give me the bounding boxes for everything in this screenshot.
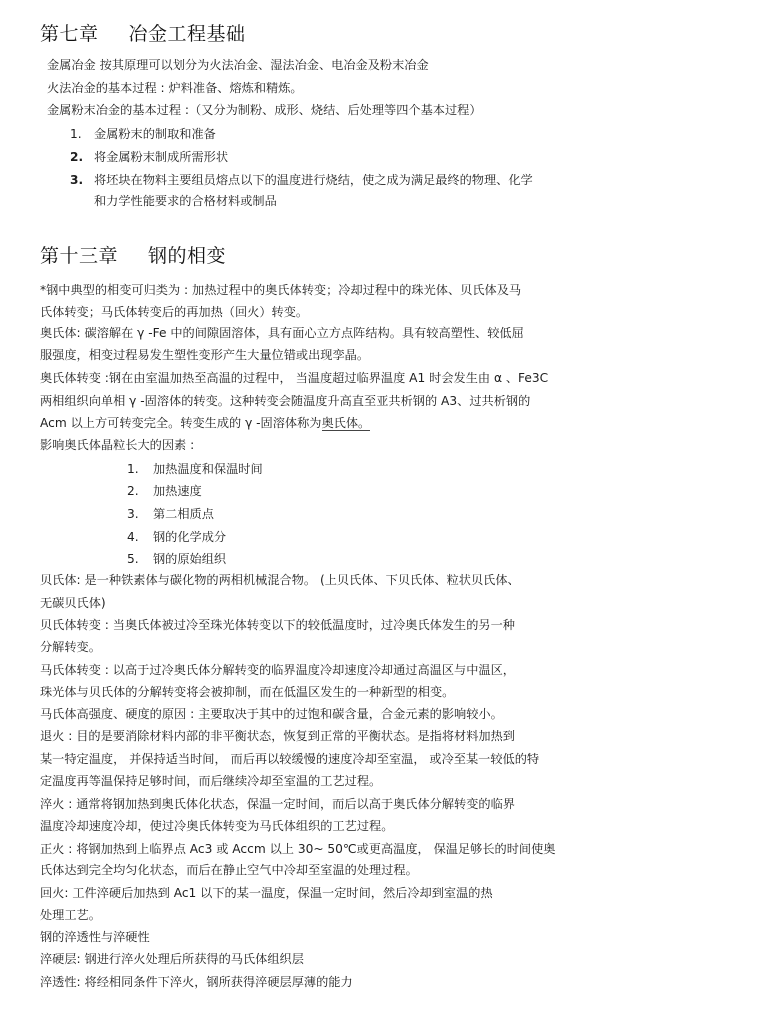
- ch13-body-12: 温度冷却速度冷却，使过冷奥氏体转变为马氏体组织的工艺过程。: [40, 819, 394, 833]
- ch13-line-7: [40, 415, 370, 431]
- ch13-body-9: 某一特定温度， 并保持适当时间， 而后再以较缓慢的速度冷却至室温， 或冷至某一较低的特: [40, 752, 540, 766]
- ch7-line-2: 火法冶金的基本过程 : 炉料准备、熔炼和精炼。: [47, 81, 303, 95]
- factor-number: 2.: [127, 484, 139, 498]
- ch13-body-16: 处理工艺。: [40, 908, 101, 922]
- ch13-body-5: 马氏体转变 : 以高于过冷奥氏体分解转变的临界温度冷却速度冷却通过高温区与中温区，: [40, 663, 515, 677]
- factor-4: [127, 529, 226, 545]
- ch13-body-14: 氏体达到完全均匀化状态，而后在静止空气中冷却至室温的处理过程。: [40, 863, 418, 877]
- ch13-body-1: 贝氏体: 是一种铁素体与碳化物的两相机械混合物。 (上贝氏体、下贝氏体、粒状贝氏体、: [40, 573, 520, 587]
- austenite-term: 奥氏体。: [321, 416, 371, 430]
- factor-text: 加热温度和保温时间: [153, 462, 263, 476]
- chapter-13-heading: [40, 244, 226, 268]
- ch13-line-1: *钢中典型的相变可归类为 : 加热过程中的奥氏体转变；冷却过程中的珠光体、贝氏体及马: [40, 283, 522, 297]
- ch7-line-3: 金属粉末冶金的基本过程 :（又分为制粉、成形、烧结、后处理等四个基本过程）: [47, 103, 482, 117]
- ch13-body-11: 淬火 : 通常将钢加热到奥氏体化状态，保温一定时间，而后以高于奥氏体分解转变的临界: [40, 797, 515, 811]
- factor-text: 钢的化学成分: [153, 530, 227, 544]
- step-number: 3.: [70, 173, 84, 187]
- factor-number: 1.: [127, 462, 139, 476]
- chapter-13-number: 第十三章: [40, 245, 119, 267]
- ch13-line-7-text: Acm 以上方可转变完全。转变生成的 γ -固溶体称为: [40, 416, 322, 430]
- factor-1: [127, 461, 263, 477]
- chapter-7-number: 第七章: [40, 23, 99, 45]
- step-number: 2.: [70, 150, 84, 164]
- ch13-body-2: 无碳贝氏体): [40, 596, 106, 610]
- step-number: 1.: [70, 127, 82, 141]
- ch13-line-5: 奥氏体转变 :钢在由室温加热至高温的过程中， 当温度超过临界温度 A1 时会发生由 α 、Fe3C: [40, 371, 549, 385]
- ch13-body-3: 贝氏体转变 : 当奥氏体被过冷至珠光体转变以下的较低温度时，过冷奥氏体发生的另一种: [40, 618, 515, 632]
- ch13-body-7: 马氏体高强度、硬度的原因 : 主要取决于其中的过饱和碳含量，合金元素的影响较小。: [40, 707, 503, 721]
- factor-text: 加热速度: [153, 484, 202, 498]
- ch13-body-17: 钢的淬透性与淬硬性: [40, 930, 150, 944]
- chapter-7-title: 冶金工程基础: [128, 23, 246, 45]
- ch13-body-4: 分解转变。: [40, 640, 101, 654]
- chapter-13-title: 钢的相变: [148, 245, 227, 267]
- ch13-line-6: 两相组织向单相 γ -固溶体的转变。这种转变会随温度升高直至亚共析钢的 A3、过共析钢的: [40, 394, 531, 408]
- factor-number: 4.: [127, 530, 139, 544]
- ch7-step-2: [70, 149, 228, 165]
- ch13-line-8: 影响奥氏体晶粒长大的因素 :: [40, 438, 195, 452]
- factor-2: [127, 483, 202, 499]
- factor-number: 3.: [127, 507, 139, 521]
- ch13-body-15: 回火: 工件淬硬后加热到 Ac1 以下的某一温度，保温一定时间，然后冷却到室温的热: [40, 886, 493, 900]
- ch13-line-3: 奥氏体: 碳溶解在 γ -Fe 中的间隙固溶体，具有面心立方点阵结构。具有较高塑性、较低屈: [40, 326, 524, 340]
- ch13-body-8: 退火 : 目的是要消除材料内部的非平衡状态，恢复到正常的平衡状态。是指将材料加热到: [40, 729, 515, 743]
- step-text: 金属粉末的制取和准备: [94, 127, 216, 141]
- ch7-step-3: [70, 172, 533, 188]
- factor-3: [127, 506, 214, 522]
- ch7-line-1: 金属冶金 按其原理可以划分为火法冶金、湿法冶金、电冶金及粉末冶金: [47, 58, 429, 72]
- factor-5: [127, 551, 226, 567]
- step-text: 将坯块在物料主要组员熔点以下的温度进行烧结，使之成为满足最终的物理、化学: [94, 173, 533, 187]
- ch13-line-2: 氏体转变；马氏体转变后的再加热（回火）转变。: [40, 305, 309, 319]
- ch13-body-6: 珠光体与贝氏体的分解转变将会被抑制，而在低温区发生的一种新型的相变。: [40, 685, 455, 699]
- ch13-body-10: 定温度再等温保持足够时间，而后继续冷却至室温的工艺过程。: [40, 774, 382, 788]
- ch13-body-13: 正火 : 将钢加热到上临界点 Ac3 或 Accm 以上 30~ 50℃或更高温度， 保温足够长的时间使奥: [40, 842, 556, 856]
- factor-text: 钢的原始组织: [153, 552, 227, 566]
- step-text: 将金属粉末制成所需形状: [94, 150, 229, 164]
- ch7-step-3-continued: 和力学性能要求的合格材料或制品: [94, 194, 277, 208]
- ch13-line-4: 服强度，相变过程易发生塑性变形产生大量位错或出现孪晶。: [40, 348, 370, 362]
- factor-text: 第二相质点: [153, 507, 214, 521]
- chapter-7-heading: [40, 22, 246, 46]
- ch13-body-19: 淬透性: 将经相同条件下淬火，钢所获得淬硬层厚薄的能力: [40, 975, 353, 989]
- ch7-step-1: [70, 126, 216, 142]
- factor-number: 5.: [127, 552, 139, 566]
- ch13-body-18: 淬硬层: 钢进行淬火处理后所获得的马氏体组织层: [40, 952, 304, 966]
